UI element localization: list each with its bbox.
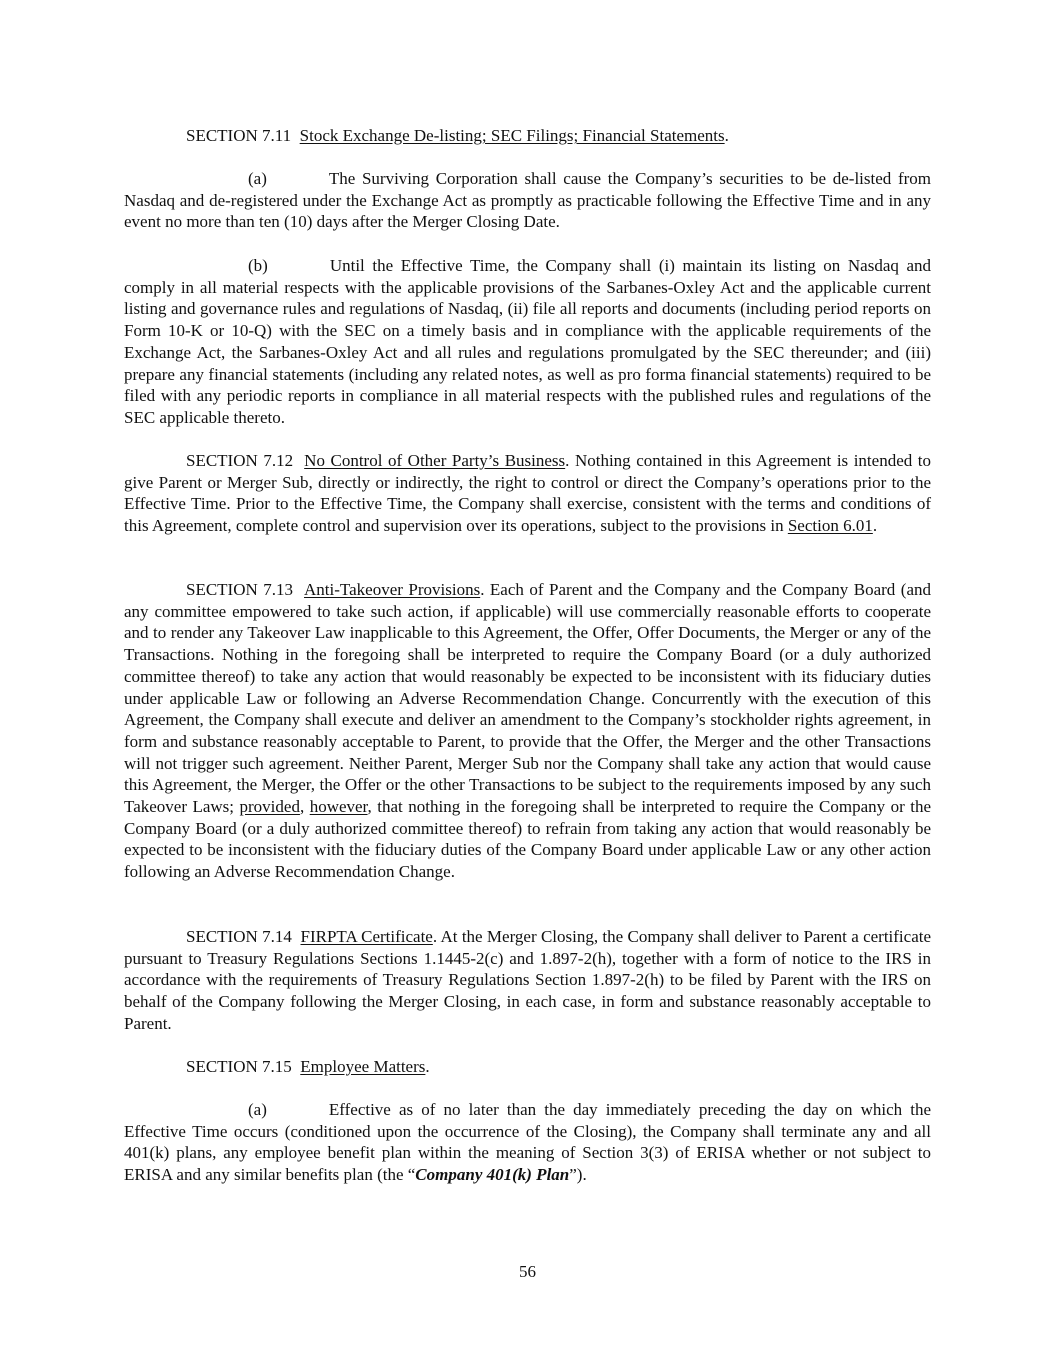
section-number: SECTION 7.11 xyxy=(186,126,292,145)
section-title: Anti-Takeover Provisions xyxy=(304,580,481,599)
section-title: Stock Exchange De-listing; SEC Filings; Financial Statements xyxy=(299,126,725,145)
section-7-12: SECTION 7.12 No Control of Other Party’s Business. Nothing contained in this Agreement is intended to give Parent or Merger Sub, directly or indirectly, the right to control or direct the Company’s operations prior to the Effective Time. Prior to the Effective Time, the Company shall exercise, consistent with the terms and conditions of this Agreement, complete control and supervision over its operations, subject to the provisions in Section 6.01. xyxy=(124,451,932,536)
section-title: FIRPTA Certificate xyxy=(300,927,433,946)
section-7-11-b xyxy=(124,255,931,429)
provided-term: provided xyxy=(239,797,300,817)
section-number: SECTION 7.14 xyxy=(186,927,292,946)
section-7-15-heading: SECTION 7.15 Employee Matters. xyxy=(186,1057,430,1076)
section-title: Employee Matters xyxy=(300,1057,426,1076)
section-cross-reference: Section 6.01 xyxy=(787,516,873,536)
clause-text: Until the Effective Time, the Company shall (i) maintain its listing on Nasdaq and comply in all material respects with the applicable provisions of the Sarbanes-Oxley Act and the applicable current listing and governance rules and regulations of Nasdaq, (ii) file all reports and documents (including period reports on Form 10-K or 10-Q) with the SEC on a timely basis and in compliance with the applicable requirements of the Exchange Act, the Sarbanes-Oxley Act and all rules and regulations promulgated by the SEC thereunder; and (iii) prepare any financial statements (including any related notes, as well as pro forma financial statements) required to be filed with any periodic reports in compliance in all material respects with the published rules and regulations of the SEC applicable thereto. xyxy=(124,256,931,427)
section-number: SECTION 7.15 xyxy=(186,1057,292,1076)
section-body: . At the Merger Closing, the Company shall deliver to Parent a certificate pursuant to Treasury Regulations Sections 1.1445-2(c) and 1.897-2(h), together with a form of notice to the IRS in accordance with the requirements of Treasury Regulations Section 1.897-2(h) to be filed by Parent with the IRS on behalf of the Company following the Merger Closing, in each case, in form and substance reasonably acceptable to Parent. xyxy=(124,927,932,1033)
section-body: . Nothing contained in this Agreement is intended to give Parent or Merger Sub, directly or indirectly, the right to control or direct the Company’s operations prior to the Effective Time. Prior to the Effective Time, the Company shall exercise, consistent with the terms and conditions of this Agreement, complete control and supervision over its operations, subject to the provisions in xyxy=(124,451,932,536)
section-7-13: SECTION 7.13 Anti-Takeover Provisions. Each of Parent and the Company and the Company Board (and any committee empowered to take such action, if applicable) will use commercially reasonable efforts to cooperate and to render any Takeover Law inapplicable to this Agreement, the Offer, Offer Documents, the Merger or any of the Transactions. Nothing in the foregoing shall be interpreted to require the Company Board (or a duly authorized committee thereof) to take any action that would reasonably be expected to be inconsistent with its fiduciary duties under applicable Law or following an Adverse Recommendation Change. Concurrently with the execution of this Agreement, the Company shall execute and deliver an amendment to the Company’s stockholder rights agreement, in form and substance reasonably acceptable to Parent, to provide that the Offer, the Merger and the other Transactions will not trigger such agreement. Neither Parent, Merger Sub nor the Company shall take any action that would cause this Agreement, the Merger, the Offer or the other Transactions to be subject to the requirements imposed by any such Takeover Laws; provided, however, that nothing in the foregoing shall be interpreted to require the Company or the Company Board (or a duly authorized committee thereof) to refrain from taking any action that would reasonably be expected to be inconsistent with the fiduciary duties of the Company Board under applicable Law or any other action following an Adverse Recommendation Change. xyxy=(124,580,932,882)
clause-label: (a) xyxy=(248,169,267,188)
clause-label: (b) xyxy=(248,256,268,275)
section-body-continued: , that nothing in the foregoing shall be interpreted to require the Company or the Company Board (or a duly authorized committee thereof) to refrain from taking any action that would reasonably be expected to be inconsistent with the fiduciary duties of the Company Board under applicable Law or any other action following an Adverse Recommendation Change. xyxy=(124,797,932,882)
defined-term: Company 401(k) Plan xyxy=(415,1165,570,1185)
section-7-11-a xyxy=(124,168,931,233)
section-7-11-heading: SECTION 7.11 Stock Exchange De-listing; SEC Filings; Financial Statements. xyxy=(186,126,729,145)
clause-label: (a) xyxy=(248,1100,267,1119)
section-title: No Control of Other Party’s Business xyxy=(304,451,566,470)
clause-text: The Surviving Corporation shall cause the Company’s securities to be de-listed from Nasdaq and de-registered under the Exchange Act as promptly as practicable following the Effective Time and in any event no more than ten (10) days after the Merger Closing Date. xyxy=(124,169,931,232)
section-7-15-a: (a) Effective as of no later than the day immediately preceding the day on which the Effective Time occurs (conditioned upon the occurrence of the Closing), the Company shall terminate any and all 401(k) plans, any employee benefit plan within the meaning of Section 3(3) of ERISA whether or not subject to ERISA and any similar benefits plan (the “Company 401(k) Plan”). xyxy=(124,1100,931,1185)
section-7-14 xyxy=(124,926,931,1035)
section-number: SECTION 7.13 xyxy=(186,580,294,599)
however-term: however xyxy=(309,797,368,817)
section-body: . Each of Parent and the Company and the Company Board (and any committee empowered to take such action, if applicable) will use commercially reasonable efforts to cooperate and to render any Takeover Law inapplicable to this Agreement, the Offer, Offer Documents, the Merger or any of the Transactions. Nothing in the foregoing shall be interpreted to require the Company Board (or a duly authorized committee thereof) to take any action that would reasonably be expected to be inconsistent with its fiduciary duties under applicable Law or following an Adverse Recommendation Change. Concurrently with the execution of this Agreement, the Company shall execute and deliver an amendment to the Company’s stockholder rights agreement, in form and substance reasonably acceptable to Parent, to provide that the Offer, the Merger and the other Transactions will not trigger such agreement. Neither Parent, Merger Sub nor the Company shall take any action that would cause this Agreement, the Merger, the Offer or the other Transactions to be subject to the requirements imposed by any such Takeover Laws; xyxy=(124,580,931,817)
page-number: 56 xyxy=(519,1262,536,1281)
clause-text: Effective as of no later than the day immediately preceding the day on which the Effective Time occurs (conditioned upon the occurrence of the Closing), the Company shall terminate any and all 401(k) plans, any employee benefit plan within the meaning of Section 3(3) of ERISA whether or not subject to ERISA and any similar benefits plan (the “ xyxy=(124,1100,931,1185)
section-number: SECTION 7.12 xyxy=(186,451,294,470)
